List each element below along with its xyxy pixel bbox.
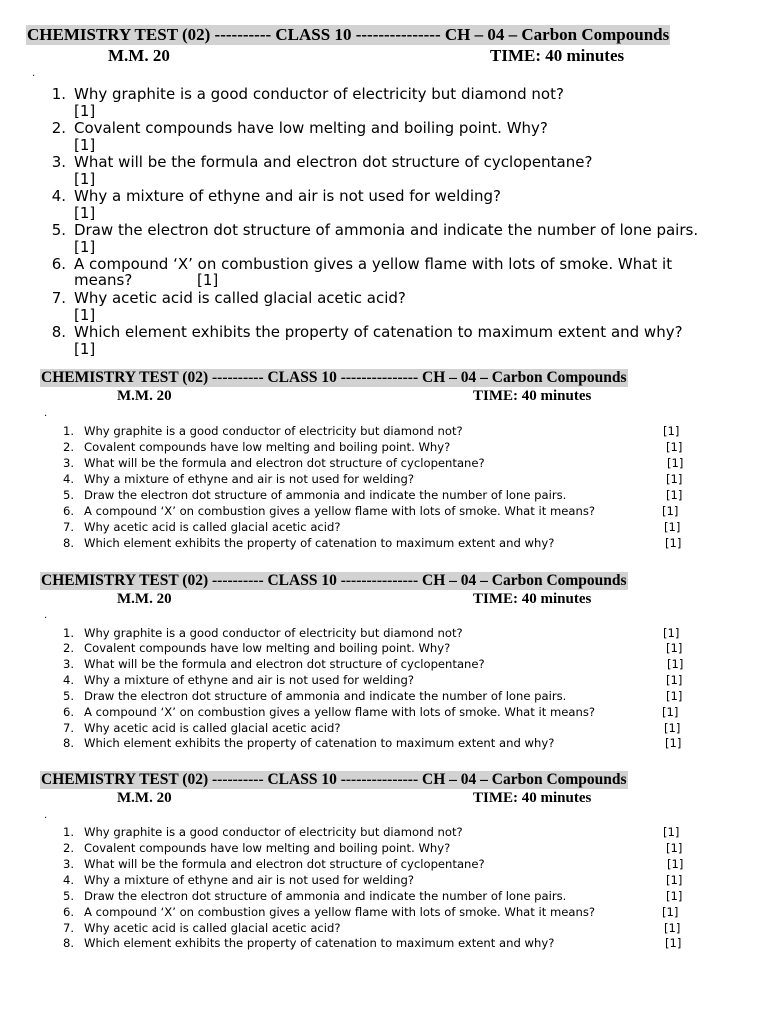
question-item: 8. Which element exhibits the property of catenation to maximum extent and why? [1]	[62, 736, 682, 750]
question-item: 1. Why graphite is a good conductor of electricity but diamond not? [1]	[62, 424, 680, 438]
question-item: 8. Which element exhibits the property of catenation to maximum extent and why? [1]	[62, 536, 682, 550]
max-marks: M.M. 20	[117, 591, 172, 607]
question-item: 4. Why a mixture of ethyne and air is not used for welding? [1]	[51, 187, 501, 222]
question-item: 7. Why acetic acid is called glacial acetic acid? [1]	[62, 520, 681, 534]
test-header	[40, 771, 628, 789]
question-item: 7. Why acetic acid is called glacial acetic acid? [1]	[62, 721, 681, 735]
test-title: CHEMISTRY TEST (02) ---------- CLASS 10 --------------- CH – 04 – Carbon Compounds	[41, 771, 627, 788]
stray-dot: .	[32, 68, 36, 79]
question-item: 4. Why a mixture of ethyne and air is not used for welding? [1]	[62, 673, 683, 687]
test-title: CHEMISTRY TEST (02) ---------- CLASS 10 --------------- CH – 04 – Carbon Compounds	[41, 369, 627, 386]
question-item: 2. Covalent compounds have low melting and boiling point. Why? [1]	[62, 440, 683, 454]
question-item: 5. Draw the electron dot structure of ammonia and indicate the number of lone pairs. [1]	[62, 889, 683, 903]
test-header	[40, 572, 628, 590]
question-item: 8. Which element exhibits the property of catenation to maximum extent and why? [1]	[62, 936, 682, 950]
time-allowed: TIME: 40 minutes	[473, 388, 592, 404]
question-item: 1. Why graphite is a good conductor of electricity but diamond not? [1]	[51, 85, 564, 120]
max-marks: M.M. 20	[117, 790, 172, 806]
max-marks: M.M. 20	[117, 388, 172, 404]
question-item: 1. Why graphite is a good conductor of electricity but diamond not? [1]	[62, 626, 680, 640]
stray-dot: .	[44, 610, 48, 621]
question-item: 7. Why acetic acid is called glacial acetic acid? [1]	[62, 921, 681, 935]
question-item: 6. A compound ‘X’ on combustion gives a yellow flame with lots of smoke. What it means? [1]	[51, 255, 673, 289]
question-item: 3. What will be the formula and electron dot structure of cyclopentane? [1]	[62, 857, 684, 871]
time-allowed: TIME: 40 minutes	[473, 790, 592, 806]
question-item: 5. Draw the electron dot structure of ammonia and indicate the number of lone pairs. [1]	[51, 221, 699, 256]
question-item: 2. Covalent compounds have low melting and boiling point. Why? [1]	[51, 119, 548, 154]
time-allowed: TIME: 40 minutes	[473, 591, 592, 607]
test-header	[40, 369, 628, 387]
question-item: 3. What will be the formula and electron dot structure of cyclopentane? [1]	[62, 657, 684, 671]
question-item: 3. What will be the formula and electron dot structure of cyclopentane? [1]	[62, 456, 684, 470]
question-item: 5. Draw the electron dot structure of ammonia and indicate the number of lone pairs. [1]	[62, 689, 683, 703]
question-item: 5. Draw the electron dot structure of ammonia and indicate the number of lone pairs. [1]	[62, 488, 683, 502]
question-item: 7. Why acetic acid is called glacial acetic acid? [1]	[51, 289, 406, 324]
question-item: 6. A compound ‘X’ on combustion gives a yellow flame with lots of smoke. What it means? [1]	[62, 905, 679, 919]
question-item: 6. A compound ‘X’ on combustion gives a yellow flame with lots of smoke. What it means? [1]	[62, 504, 679, 518]
question-item: 8. Which element exhibits the property of catenation to maximum extent and why? [1]	[51, 323, 683, 358]
stray-dot: .	[44, 810, 48, 821]
test-title: CHEMISTRY TEST (02) ---------- CLASS 10 --------------- CH – 04 – Carbon Compounds	[27, 25, 670, 44]
question-item: 2. Covalent compounds have low melting and boiling point. Why? [1]	[62, 841, 683, 855]
max-marks: M.M. 20	[108, 46, 170, 65]
question-item: 4. Why a mixture of ethyne and air is not used for welding? [1]	[62, 472, 683, 486]
test-header	[26, 25, 670, 45]
stray-dot: .	[44, 408, 48, 419]
question-item: 4. Why a mixture of ethyne and air is not used for welding? [1]	[62, 873, 683, 887]
question-item: 2. Covalent compounds have low melting and boiling point. Why? [1]	[62, 641, 683, 655]
question-item: 6. A compound ‘X’ on combustion gives a yellow flame with lots of smoke. What it means? [1]	[62, 705, 679, 719]
question-item: 1. Why graphite is a good conductor of electricity but diamond not? [1]	[62, 825, 680, 839]
question-item: 3. What will be the formula and electron dot structure of cyclopentane? [1]	[51, 153, 593, 188]
test-title: CHEMISTRY TEST (02) ---------- CLASS 10 --------------- CH – 04 – Carbon Compounds	[41, 572, 627, 589]
time-allowed: TIME: 40 minutes	[490, 46, 625, 65]
